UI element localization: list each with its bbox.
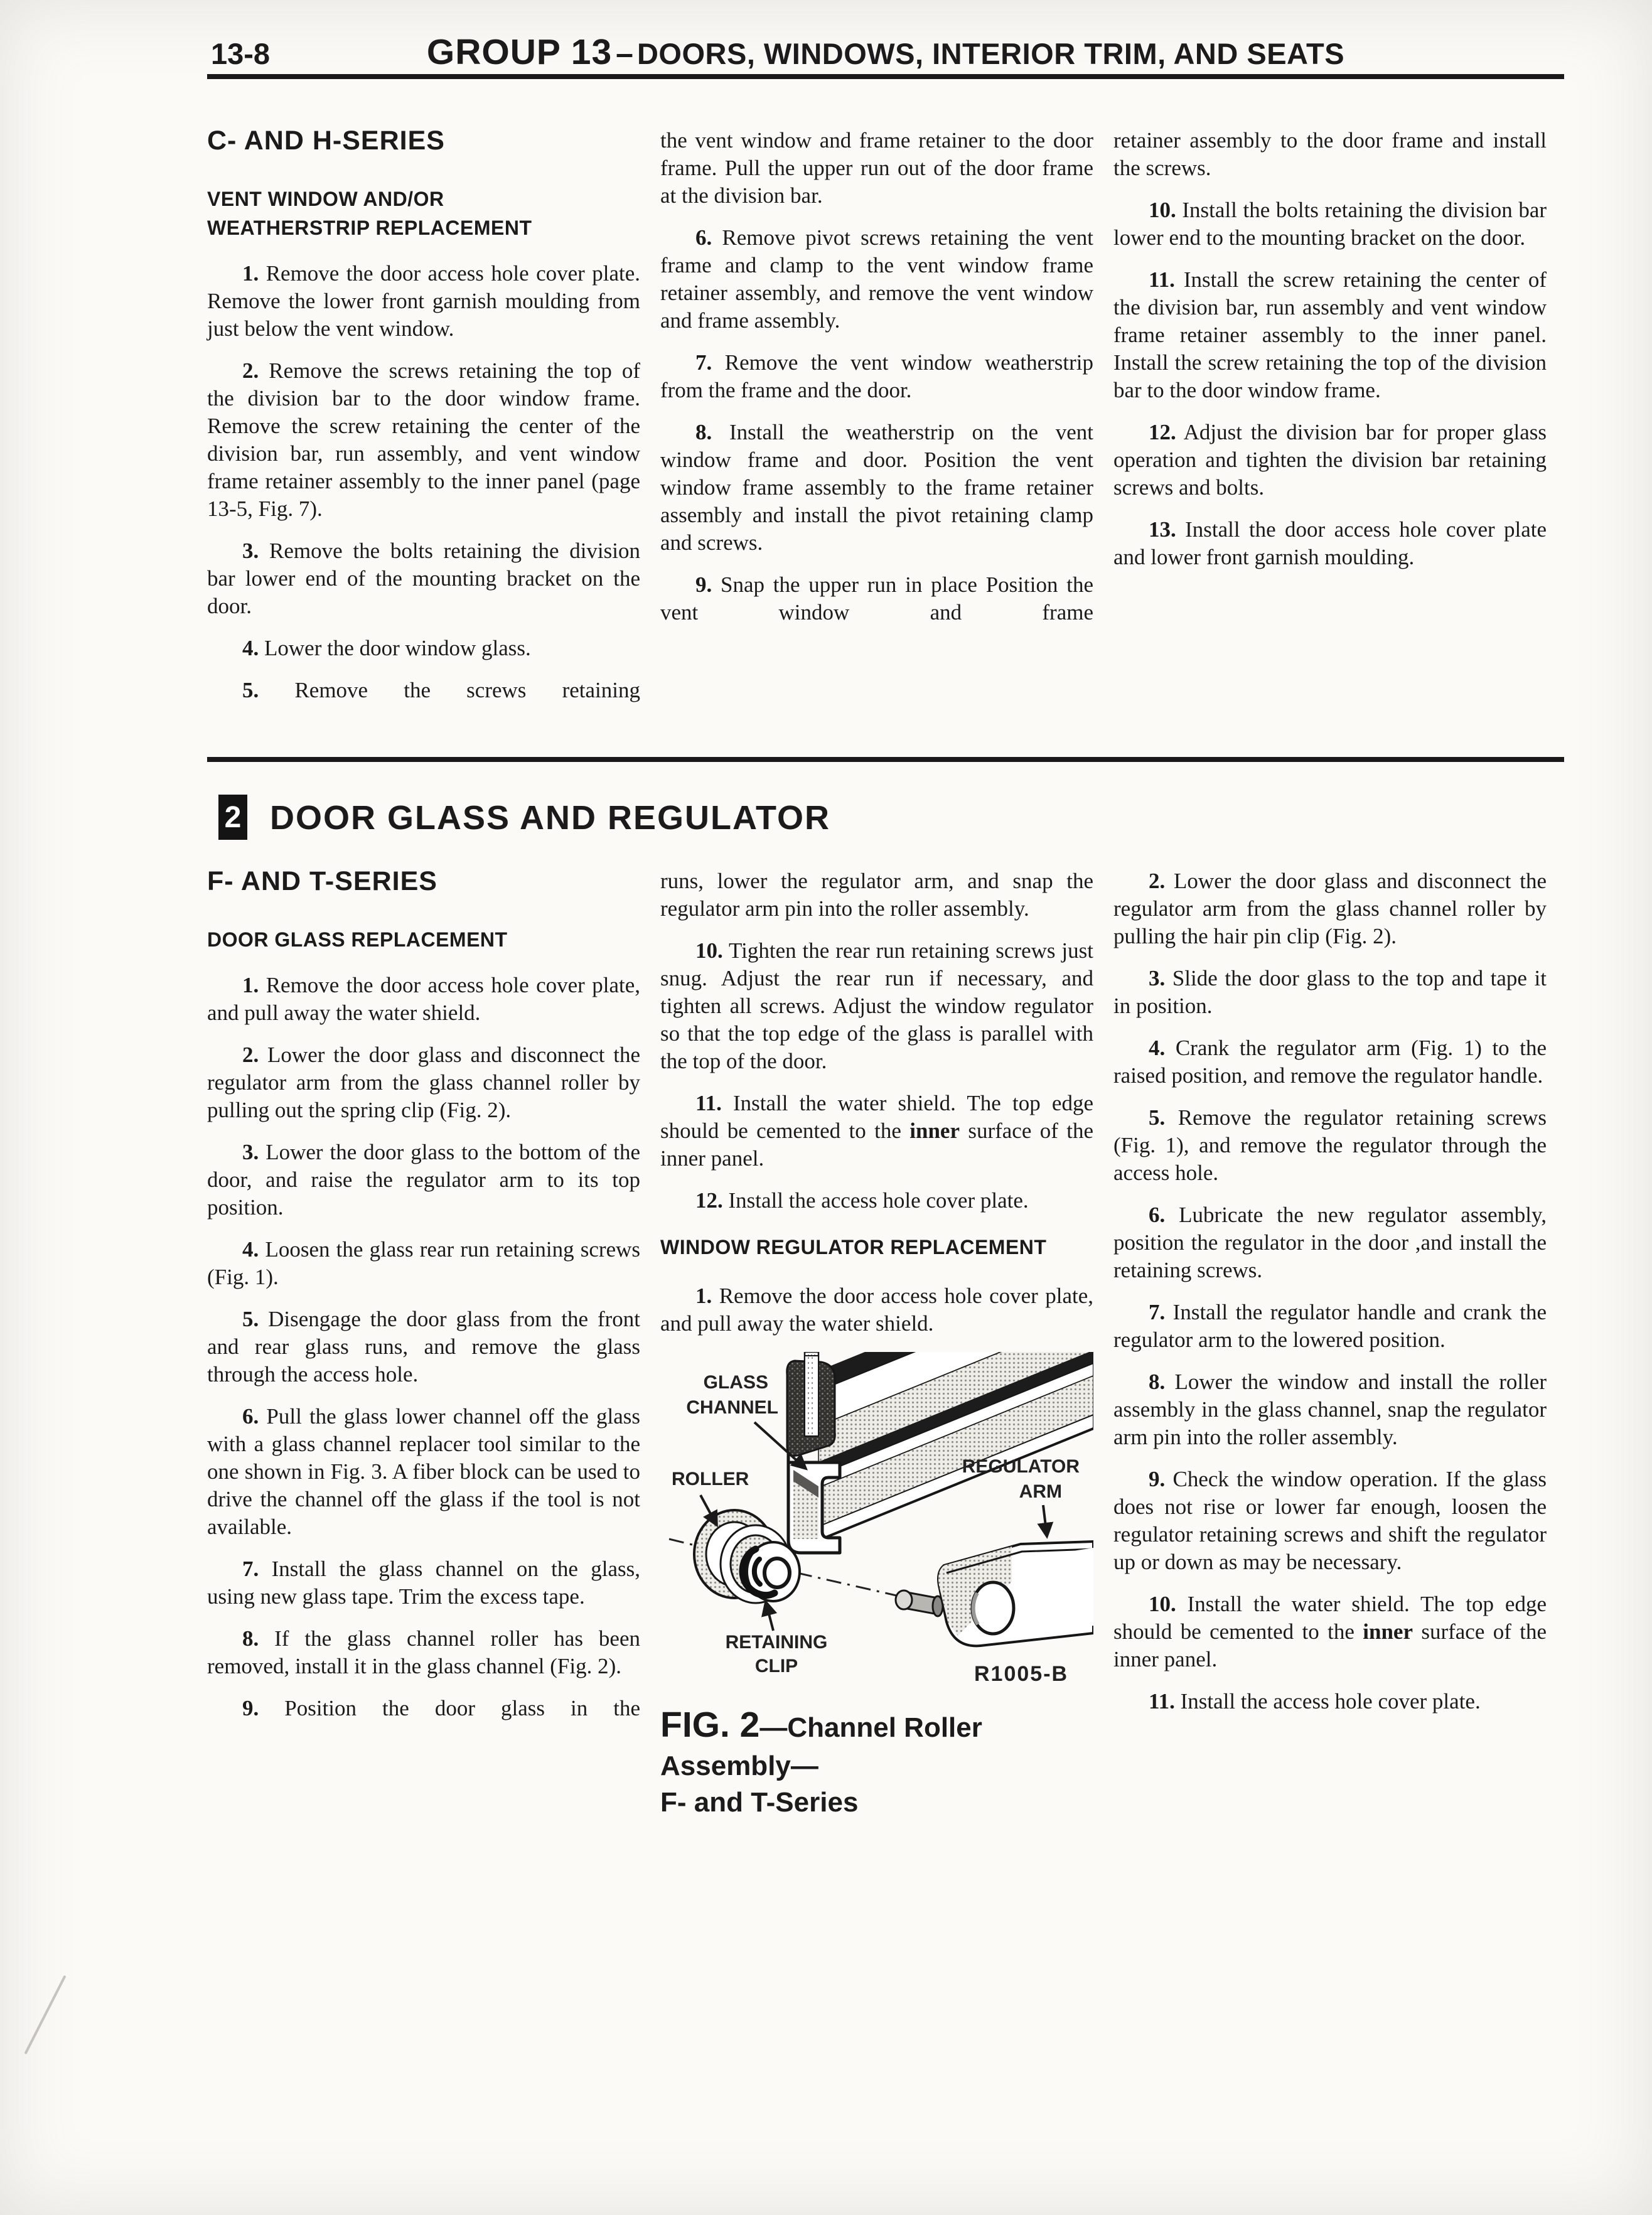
step-text: If the glass channel roller has been removed, install it in the glass channel (Fig. 2). (207, 1626, 640, 1678)
roller-label: ROLLER (672, 1469, 749, 1489)
continuation-paragraph (660, 127, 1093, 210)
procedure-heading-line1: VENT WINDOW AND/OR (207, 188, 444, 210)
continuation-paragraph (660, 867, 1093, 923)
section2-column1 (207, 867, 640, 1737)
retaining-clip-label-line1: RETAINING (725, 1632, 828, 1653)
step-text: Install the access hole cover plate. (1180, 1689, 1481, 1714)
step-paragraph (207, 1625, 640, 1680)
figure-caption-text: —Channel Roller Assembly— (660, 1712, 982, 1781)
step-text: Lubricate the new regulator assembly, position the regulator in the door ,and install the retaining screws. (1113, 1203, 1547, 1282)
step-number: 11. (1149, 1689, 1175, 1714)
step-text: Install the door access hole cover plate and lower front garnish moulding. (1113, 517, 1547, 569)
step-paragraph (207, 677, 640, 704)
step-text: Remove the screws retaining (294, 678, 641, 702)
step-text: Remove the door access hole cover plate, and pull away the water shield. (660, 1284, 1093, 1336)
step-number: 13. (1149, 517, 1176, 542)
scan-artifact-line (24, 1975, 66, 2055)
step-paragraph (1113, 1034, 1547, 1090)
glass-channel-label-line2: CHANNEL (686, 1397, 778, 1418)
series-heading: C- AND H-SERIES (207, 126, 445, 156)
step-paragraph (207, 972, 640, 1027)
step-number: 10. (1149, 198, 1176, 222)
step-text: surface of the inner panel. (1113, 1619, 1547, 1671)
step-number: 12. (1149, 420, 1176, 444)
step-number: 6. (695, 225, 712, 250)
step-paragraph (1113, 1688, 1547, 1715)
page-header (207, 31, 1564, 73)
step-text: Disengage the door glass from the front and rear glass runs, and remove the glass through the access hole. (207, 1307, 641, 1386)
step-number: 9. (242, 1696, 259, 1720)
step-paragraph (660, 224, 1093, 335)
step-number: 5. (242, 678, 259, 702)
step-paragraph (660, 1187, 1093, 1215)
step-number: 8. (695, 420, 712, 444)
step-text: retainer assembly to the door frame and install the screws. (1113, 128, 1547, 180)
step-paragraph (207, 260, 640, 343)
step-text: Remove the regulator retaining screws (Fig. 1), and remove the regulator through the access hole. (1113, 1105, 1547, 1185)
step-text: Lower the door glass to the bottom of the door, and raise the regulator arm to its top position. (207, 1140, 640, 1220)
step-text: Remove the door access hole cover plate, and pull away the water shield. (207, 973, 640, 1025)
step-paragraph (660, 571, 1093, 626)
step-number: 5. (242, 1307, 259, 1331)
group-label: GROUP 13 (426, 32, 613, 72)
step-paragraph (207, 1695, 640, 1722)
step-text: Loosen the glass rear run retaining screws (Fig. 1). (207, 1237, 641, 1289)
step-number: 1. (695, 1284, 712, 1308)
step-text: Install the water shield. The top edge should be cemented to the (660, 1091, 1093, 1143)
step-number: 4. (1149, 1036, 1166, 1060)
step-text: Crank the regulator arm (Fig. 1) to the raised position, and remove the regulator handle. (1113, 1036, 1547, 1088)
section1-column2 (660, 127, 1093, 641)
step-paragraph (660, 937, 1093, 1075)
figure-illustration (660, 1352, 1093, 1691)
step-number: 3. (1149, 966, 1166, 990)
roller-assembly (694, 1510, 800, 1603)
step-paragraph (207, 1041, 640, 1124)
section1-column3 (1113, 127, 1547, 586)
step-paragraph (1113, 965, 1547, 1020)
step-text: Remove the bolts retaining the division bar lower end of the mounting bracket on the door. (207, 539, 641, 618)
regulator-arm-label-line1: REGULATOR (962, 1456, 1080, 1477)
continuation-paragraph (1113, 127, 1547, 182)
step-paragraph (207, 1555, 640, 1611)
step-paragraph (207, 1403, 640, 1541)
step-number: 2. (242, 1043, 259, 1067)
step-number: 1. (242, 261, 259, 286)
retaining-clip-label-line2: CLIP (754, 1656, 798, 1676)
step-paragraph (207, 1236, 640, 1291)
step-text: Install the water shield. The top edge should be cemented to the (1113, 1592, 1547, 1644)
figure-caption (660, 1707, 1093, 1786)
step-number: 4. (242, 636, 259, 660)
page-number: 13-8 (211, 37, 271, 70)
step-text: Install the screw retaining the center of the division bar, run assembly and vent window frame retainer assembly to the inner panel. Install the screw retaining the top of the division bar to the door window frame. (1113, 267, 1547, 402)
step-number: 6. (1149, 1203, 1166, 1227)
section2-column2 (660, 867, 1093, 1819)
step-paragraph (660, 1090, 1093, 1172)
step-number: 7. (1149, 1300, 1166, 1324)
step-text: Remove pivot screws retaining the vent frame and clamp to the vent window frame retainer assembly, and remove the vent window and frame assembly. (660, 225, 1094, 333)
step-paragraph (1113, 1368, 1547, 1451)
step-paragraph (207, 537, 640, 620)
emphasis-word: inner (909, 1118, 960, 1143)
series-heading: F- AND T-SERIES (207, 866, 437, 896)
step-number: 8. (1149, 1370, 1166, 1394)
regulator-arm-label-line2: ARM (1019, 1481, 1062, 1502)
step-text: Lower the window and install the roller assembly in the glass channel, snap the regulator arm pin into the roller assembly. (1113, 1370, 1547, 1449)
step-number: 3. (242, 539, 259, 563)
step-number: 5. (1149, 1105, 1166, 1130)
page-title: DOORS, WINDOWS, INTERIOR TRIM, AND SEATS (636, 37, 1345, 70)
step-text: Remove the door access hole cover plate. Remove the lower front garnish moulding from just below the vent window. (207, 261, 640, 341)
step-text: Slide the door glass to the top and tape it in position. (1113, 966, 1547, 1018)
emphasis-word: inner (1363, 1619, 1413, 1644)
step-text: Install the regulator handle and crank the regulator arm to the lowered position. (1113, 1300, 1547, 1352)
section-divider-rule (207, 757, 1564, 762)
step-number: 11. (695, 1091, 722, 1115)
section-number-badge: 2 (218, 795, 247, 840)
step-text: Remove the vent window weatherstrip from the frame and the door. (660, 350, 1093, 402)
step-text: Tighten the rear run retaining screws just snug. Adjust the rear run if necessary, and tighten all screws. Adjust the window regulator so that the top edge of the glass is parallel with the top of the door. (660, 938, 1093, 1073)
step-number: 8. (242, 1626, 259, 1651)
step-number: 9. (1149, 1467, 1166, 1491)
step-paragraph (1113, 1590, 1547, 1673)
step-paragraph (207, 1139, 640, 1221)
section-title: DOOR GLASS AND REGULATOR (270, 799, 831, 837)
figure-reference-code: R1005-B (974, 1662, 1069, 1686)
step-number: 4. (242, 1237, 259, 1262)
regulator-arm-plate (938, 1542, 1093, 1646)
step-text: runs, lower the regulator arm, and snap the regulator arm pin into the roller assembly. (660, 869, 1093, 921)
step-text: Install the glass channel on the glass, using new glass tape. Trim the excess tape. (207, 1557, 640, 1609)
step-paragraph (1113, 419, 1547, 501)
step-text: Pull the glass lower channel off the glass with a glass channel replacer tool similar to the one shown in Fig. 3. A fiber block can be used to drive the channel off the glass if the tool is not available. (207, 1404, 640, 1539)
step-paragraph (1113, 1201, 1547, 1284)
step-paragraph (1113, 516, 1547, 571)
step-text: Snap the upper run in place Position the vent window and frame (660, 572, 1093, 625)
step-paragraph (207, 357, 640, 523)
step-paragraph (1113, 867, 1547, 950)
step-paragraph (207, 635, 640, 662)
step-number: 3. (242, 1140, 259, 1164)
step-text: Lower the door window glass. (264, 636, 531, 660)
step-text: Check the window operation. If the glass does not rise or lower far enough, loosen the regulator retaining screws and shift the regulator up or down as may be necessary. (1113, 1467, 1547, 1574)
step-number: 7. (695, 350, 712, 375)
step-text: Install the weatherstrip on the vent window frame and door. Position the vent window frame assembly to the frame retainer assembly and install the pivot retaining clamp and screws. (660, 420, 1093, 555)
step-paragraph (660, 1282, 1093, 1338)
step-number: 2. (242, 358, 259, 383)
figure-caption-line2: F- and T-Series (660, 1787, 859, 1818)
step-paragraph (660, 419, 1093, 557)
step-paragraph (207, 1306, 640, 1388)
step-number: 2. (1149, 869, 1166, 893)
glass-channel-label-line1: GLASS (703, 1372, 768, 1393)
procedure-heading-line2: WEATHERSTRIP REPLACEMENT (207, 217, 532, 239)
step-number: 9. (695, 572, 712, 597)
step-paragraph (1113, 1104, 1547, 1187)
glass-run-rail (818, 1352, 1093, 1540)
step-paragraph (1113, 266, 1547, 404)
step-paragraph (1113, 1299, 1547, 1354)
step-text: Adjust the division bar for proper glass operation and tighten the division bar retaining screws and bolts. (1113, 420, 1547, 500)
step-number: 10. (1149, 1592, 1176, 1616)
step-text: Remove the screws retaining the top of the division bar to the door window frame. Remove the screw retaining the center of the division bar, run assembly, and vent window frame retainer assembly to the inner panel (page 13-5, Fig. 7). (207, 358, 640, 521)
step-text: the vent window and frame retainer to the door frame. Pull the upper run out of the door frame at the division bar. (660, 128, 1093, 208)
step-number: 12. (695, 1188, 723, 1213)
step-text: Lower the door glass and disconnect the regulator arm from the glass channel roller by pulling the hair pin clip (Fig. 2). (1113, 869, 1547, 948)
step-paragraph (1113, 196, 1547, 252)
step-text: surface of the inner panel. (660, 1118, 1094, 1171)
procedure-heading: WINDOW REGULATOR REPLACEMENT (660, 1236, 1047, 1258)
section1-column1 (207, 127, 640, 719)
arm-hole (972, 1582, 1014, 1634)
procedure-heading (207, 185, 640, 242)
step-paragraph (1113, 1466, 1547, 1576)
step-number: 6. (242, 1404, 259, 1429)
figure-caption-number: FIG. 2 (660, 1705, 760, 1745)
header-separator: – (616, 36, 633, 71)
step-number: 10. (695, 938, 723, 963)
step-text: Install the access hole cover plate. (728, 1188, 1029, 1213)
step-text: Lower the door glass and disconnect the regulator arm from the glass channel roller by pulling out the spring clip (Fig. 2). (207, 1043, 641, 1122)
step-number: 1. (242, 973, 259, 997)
step-text: Position the door glass in the (284, 1696, 640, 1720)
header-rule (207, 74, 1564, 79)
figure-channel-roller-assembly (660, 1352, 1093, 1819)
step-text: Install the bolts retaining the division bar lower end to the mounting bracket on the door. (1113, 198, 1547, 250)
step-number: 7. (242, 1557, 259, 1581)
regulator-arm-pin (896, 1590, 943, 1616)
procedure-heading: DOOR GLASS REPLACEMENT (207, 928, 508, 951)
step-number: 11. (1149, 267, 1175, 292)
step-paragraph (660, 349, 1093, 404)
section2-column3 (1113, 867, 1547, 1730)
